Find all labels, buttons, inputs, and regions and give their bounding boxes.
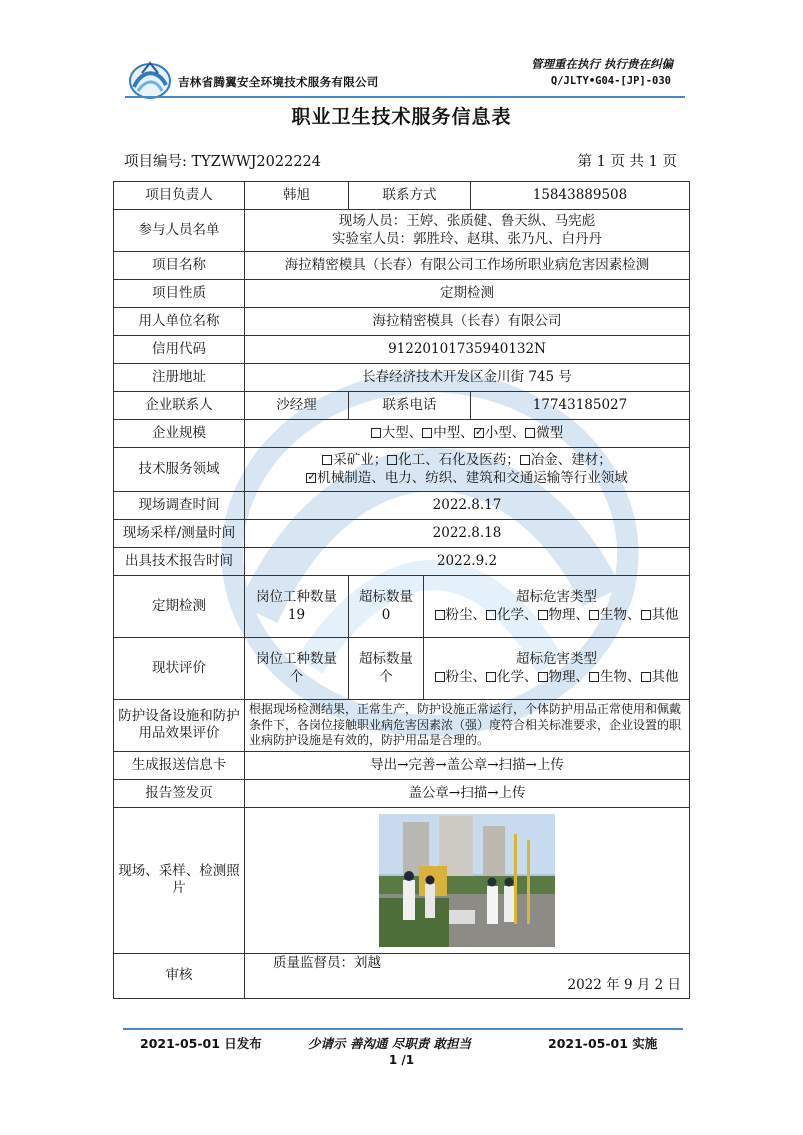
periodic-post-count xyxy=(245,576,349,638)
option-metallurgy: 冶金、建材； xyxy=(530,451,612,468)
value-protection-eval: 根据现场检测结果，正常生产，防护设施正常运行，个体防护用品正常使用和佩戴条件下，各岗位接触职业病危害因素浓（强）度符合相关标准要求，企业设置的职业病防护设施是有效的，防护用品是合理的。 xyxy=(245,700,690,752)
footer-divider xyxy=(123,1028,683,1030)
label-project-name: 项目名称 xyxy=(114,252,245,280)
status-post-unit: 个 xyxy=(289,668,304,685)
option-chem: 化学、 xyxy=(497,606,538,623)
option-micro: 微型 xyxy=(536,424,564,441)
value-signoff: 盖公章→扫描→上传 xyxy=(245,779,690,807)
status-exceed xyxy=(349,638,424,700)
footer-effective: 2021-05-01 实施 xyxy=(548,1036,658,1051)
label-enterprise-contact: 企业联系人 xyxy=(114,392,245,420)
value-info-card: 导出→完善→盖公章→扫描→上传 xyxy=(245,751,690,779)
checkbox-status-physical[interactable] xyxy=(538,672,548,682)
value-enterprise-contact: 沙经理 xyxy=(245,392,349,420)
page-info: 第 1 页 共 1 页 xyxy=(577,154,677,170)
checkbox-small-checked[interactable] xyxy=(474,428,484,438)
project-number: 项目编号: TYZWWJ2022224 xyxy=(124,154,322,170)
label-info-card: 生成报送信息卡 xyxy=(114,751,245,779)
status-post-label: 岗位工种数量 xyxy=(256,650,337,667)
label-photos: 现场、采样、检测照片 xyxy=(114,807,245,953)
exceed-value: 0 xyxy=(381,606,391,623)
label-survey-time: 现场调查时间 xyxy=(114,492,245,520)
option-machinery: 机械制造、电力、纺织、建筑和交通运输等行业领域 xyxy=(317,469,628,486)
exceed-label: 超标数量 xyxy=(359,588,413,605)
status-post-count xyxy=(245,638,349,700)
checkbox-dust[interactable] xyxy=(435,610,445,620)
company-logo-icon xyxy=(128,57,172,101)
document-code: Q/JLTY•G04-[JP]-030 xyxy=(550,75,671,87)
status-exceed-label: 超标数量 xyxy=(359,650,413,667)
photo-cell xyxy=(245,807,690,953)
label-sampling-time: 现场采样/测量时间 xyxy=(114,520,245,548)
status-exceed-unit: 个 xyxy=(379,668,393,685)
checkbox-mining[interactable] xyxy=(322,455,332,465)
label-review: 审核 xyxy=(114,953,245,998)
checkbox-bio[interactable] xyxy=(589,610,599,620)
option-mining: 采矿业； xyxy=(333,451,388,468)
post-count-label: 岗位工种数量 xyxy=(256,588,337,605)
option-large: 大型、 xyxy=(381,424,423,441)
label-service-field: 技术服务领域 xyxy=(114,448,245,492)
value-report-time: 2022.9.2 xyxy=(245,548,690,576)
footer-page: 1 /1 xyxy=(388,1053,415,1067)
option-bio: 生物、 xyxy=(600,606,641,623)
option-physical: 物理、 xyxy=(548,606,589,623)
option-small: 小型、 xyxy=(484,424,526,441)
label-participants: 参与人员名单 xyxy=(114,210,245,252)
review-cell xyxy=(245,953,690,998)
scale-options xyxy=(245,420,690,448)
status-hazard-types xyxy=(424,638,690,700)
checkbox-chem[interactable] xyxy=(486,610,496,620)
footer-motto: 少请示 善沟通 尽职责 敢担当 xyxy=(308,1036,472,1051)
status-option-physical: 物理、 xyxy=(548,668,589,685)
checkbox-status-other[interactable] xyxy=(641,672,651,682)
hazard-type-label: 超标危害类型 xyxy=(516,588,597,605)
label-contact-phone2: 联系电话 xyxy=(349,392,471,420)
checkbox-status-dust[interactable] xyxy=(435,672,445,682)
company-name: 吉林省腾翼安全环境技术服务有限公司 xyxy=(178,75,379,89)
header-divider xyxy=(125,96,685,98)
label-scale: 企业规模 xyxy=(114,420,245,448)
checkbox-metallurgy[interactable] xyxy=(520,455,530,465)
checkbox-status-chem[interactable] xyxy=(486,672,496,682)
label-status-eval: 现状评价 xyxy=(114,638,245,700)
label-address: 注册地址 xyxy=(114,364,245,392)
value-credit-code: 91220101735940132N xyxy=(245,336,690,364)
status-option-bio: 生物、 xyxy=(600,668,641,685)
participants-field: 现场人员：王婷、张质健、鲁天纵、马宪彪 xyxy=(338,212,596,229)
checkbox-physical[interactable] xyxy=(538,610,548,620)
footer-issued: 2021-05-01 日发布 xyxy=(140,1036,262,1051)
value-participants xyxy=(245,210,690,252)
label-project-nature: 项目性质 xyxy=(114,280,245,308)
value-project-nature: 定期检测 xyxy=(245,280,690,308)
value-sampling-time: 2022.8.18 xyxy=(245,520,690,548)
site-photo xyxy=(379,814,555,947)
service-field-options xyxy=(245,448,690,492)
value-leader: 韩旭 xyxy=(245,182,349,210)
label-periodic: 定期检测 xyxy=(114,576,245,638)
value-employer: 海拉精密模具（长春）有限公司 xyxy=(245,308,690,336)
option-dust: 粉尘、 xyxy=(445,606,486,623)
value-contact-phone: 15843889508 xyxy=(471,182,690,210)
label-credit-code: 信用代码 xyxy=(114,336,245,364)
status-option-dust: 粉尘、 xyxy=(445,668,486,685)
status-option-other: 其他 xyxy=(651,668,679,685)
checkbox-chemical[interactable] xyxy=(387,455,397,465)
checkbox-medium[interactable] xyxy=(422,428,432,438)
periodic-exceed xyxy=(349,576,424,638)
participants-lab: 实验室人员：郭胜玲、赵琪、张乃凡、白丹丹 xyxy=(332,230,602,247)
label-employer: 用人单位名称 xyxy=(114,308,245,336)
label-report-time: 出具技术报告时间 xyxy=(114,548,245,576)
checkbox-other[interactable] xyxy=(641,610,651,620)
qa-supervisor: 质量监督员：刘越 xyxy=(273,954,381,971)
page-title: 职业卫生技术服务信息表 xyxy=(291,106,512,128)
label-leader: 项目负责人 xyxy=(114,182,245,210)
value-contact-phone2: 17743185027 xyxy=(471,392,690,420)
checkbox-status-bio[interactable] xyxy=(589,672,599,682)
option-other: 其他 xyxy=(651,606,679,623)
label-protection-eval: 防护设备设施和防护用品效果评价 xyxy=(114,700,245,752)
header-slogan: 管理重在执行 执行贵在纠偏 xyxy=(530,57,673,71)
label-contact: 联系方式 xyxy=(349,182,471,210)
status-option-chem: 化学、 xyxy=(497,668,538,685)
periodic-hazard-types xyxy=(424,576,690,638)
checkbox-micro[interactable] xyxy=(525,428,535,438)
label-signoff: 报告签发页 xyxy=(114,779,245,807)
checkbox-machinery-checked[interactable] xyxy=(306,473,316,483)
post-count-value: 19 xyxy=(287,606,306,623)
value-address: 长春经济技术开发区金川街 745 号 xyxy=(245,364,690,392)
option-medium: 中型、 xyxy=(433,424,474,441)
option-chemical: 化工、石化及医药； xyxy=(398,451,520,468)
status-hazard-label: 超标危害类型 xyxy=(516,650,597,667)
review-date: 2022 年 9 月 2 日 xyxy=(567,976,681,993)
checkbox-large[interactable] xyxy=(371,428,381,438)
info-table xyxy=(113,181,690,999)
value-project-name: 海拉精密模具（长春）有限公司工作场所职业病危害因素检测 xyxy=(245,252,690,280)
value-survey-time: 2022.8.17 xyxy=(245,492,690,520)
